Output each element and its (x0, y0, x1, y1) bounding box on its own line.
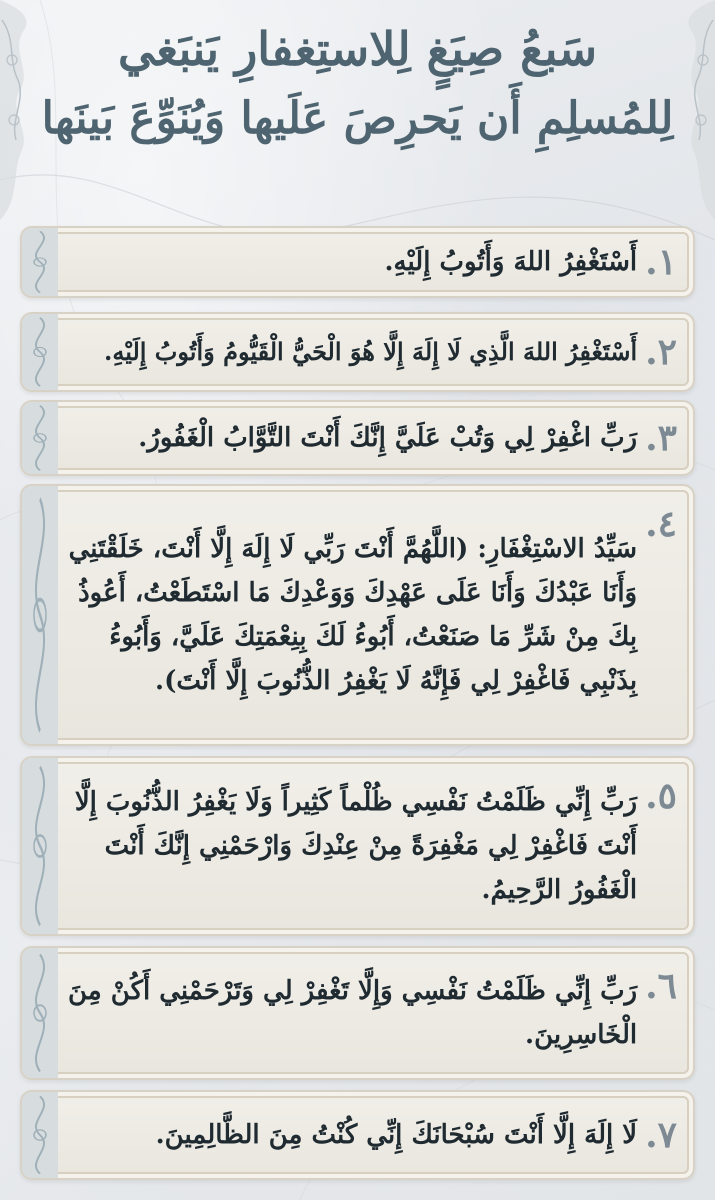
item-number: ٢. (645, 331, 677, 373)
item-text: رَبِّ اغْفِرْ لِي وَتُبْ عَلَيَّ إِنَّكَ أَنْتَ التَّوَّابُ الْغَفُورُ. (138, 423, 638, 453)
item-text: رَبِّ إِنِّي ظَلَمْتُ نَفْسِي ظُلْماً كَثِيراً وَلَا يَغْفِرُ الذُّنُوبَ إِلَّا أَنْتَ فَاغْفِرْ لِي مَغْفِرَةً مِنْ عِنْدِكَ وَارْحَمْنِي إِنَّكَ أَنْتَ الْغَفُورُ الرَّحِيمُ. (74, 787, 638, 905)
page-title (40, 14, 675, 154)
list-item (20, 312, 695, 392)
title-line-1: سَبعُ صِيَغٍ لِلاستِغفارِ يَنبَغي (117, 22, 598, 76)
list-item (20, 226, 695, 298)
arabesque-ornament-icon (22, 758, 58, 934)
list-item (20, 946, 695, 1080)
arabesque-ornament-icon (22, 228, 58, 296)
list-item (20, 1090, 695, 1180)
item-text: أَسْتَغْفِرُ اللهَ وَأَتُوبُ إِلَيْهِ. (384, 247, 638, 277)
item-text: أَسْتَغْفِرُ اللهَ الَّذِي لَا إِلَهَ إِلَّا هُوَ الْحَيُّ الْقَيُّومُ وَأَتُوبُ إِلَيْهِ. (104, 337, 638, 366)
arabesque-ornament-icon (22, 402, 58, 474)
item-text: سَيِّدُ الاسْتِغْفَارِ: (اللَّهُمَّ أَنْتَ رَبِّي لَا إِلَهَ إِلَّا أَنْتَ، خَلَقْتَنِي وَأَنَا عَبْدُكَ وَأَنَا عَلَى عَهْدِكَ وَوَعْدِكَ مَا اسْتَطَعْتُ، أَعُوذُ بِكَ مِنْ شَرِّ مَا صَنَعْتُ، أَبُوءُ لَكَ بِنِعْمَتِكَ عَلَيَّ، وَأَبُوءُ بِذَنْبِي فَاغْفِرْ لِي فَإِنَّهُ لَا يَغْفِرُ الذُّنُوبَ إِلَّا أَنْتَ). (68, 534, 638, 696)
arabesque-ornament-icon (22, 1092, 58, 1178)
item-number: ٥. (645, 775, 677, 817)
arabesque-ornament-icon (22, 948, 58, 1078)
item-number: ٤. (645, 503, 677, 545)
list-item (20, 756, 695, 936)
item-number: ٧. (645, 1114, 677, 1156)
item-number: ٦. (645, 965, 677, 1007)
item-number: ١. (645, 241, 677, 283)
list-item (20, 400, 695, 476)
item-text: رَبِّ إِنِّي ظَلَمْتُ نَفْسِي وَإِلَّا تَغْفِرْ لِي وَتَرْحَمْنِي أَكُنْ مِنَ الْخَاسِرِينَ. (68, 976, 638, 1050)
item-text: لَا إِلَهَ إِلَّا أَنْتَ سُبْحَانَكَ إِنِّي كُنْتُ مِنَ الظَّالِمِينَ. (155, 1120, 638, 1150)
list-item (20, 484, 695, 746)
title-line-2: لِلمُسلِمِ أَن يَحرِصَ عَلَيها وَيُنَوِّعَ بَينَها (41, 93, 674, 144)
arabesque-ornament-icon (22, 314, 58, 390)
item-number: ٣. (645, 417, 677, 459)
arabesque-ornament-icon (22, 486, 58, 744)
